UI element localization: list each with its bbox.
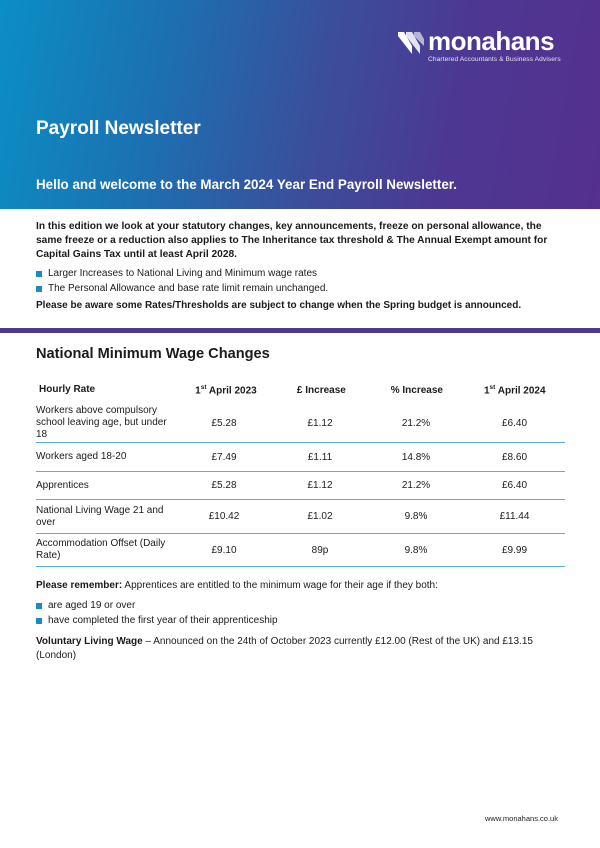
brand-logo	[398, 28, 561, 63]
square-bullet-icon	[36, 603, 42, 609]
list-item: The Personal Allowance and base rate limit remain unchanged.	[36, 281, 328, 296]
website-link[interactable]: www.monahans.co.uk	[485, 814, 558, 823]
wage-table	[36, 376, 565, 567]
header-pound-increase: £ Increase	[296, 384, 346, 396]
square-bullet-icon	[36, 271, 42, 277]
monahans-logo-icon	[398, 30, 424, 56]
remember-bullet-list	[36, 598, 278, 628]
remember-note: Please remember: Apprentices are entitled to the minimum wage for their age if they both:	[36, 580, 438, 591]
table-row: Apprentices £5.28 £1.12 21.2% £6.40	[36, 472, 565, 500]
header-banner	[0, 0, 600, 209]
intro-text: In this edition we look at your statutory changes, key announcements, freeze on personal allowance, the same freeze or a reduction also applies to The Inheritance tax threshold & The Annual Exempt amount for Capital Gains Tax until at least April 2028.	[36, 221, 548, 260]
list-item: have completed the first year of their apprenticeship	[36, 613, 278, 628]
list-item: Larger Increases to National Living and Minimum wage rates	[36, 266, 328, 281]
header-hourly-rate: Hourly Rate	[39, 384, 96, 395]
square-bullet-icon	[36, 618, 42, 624]
table-row: Workers above compulsory school leaving age, but under 18 £5.28 £1.12 21.2% £6.40	[36, 404, 565, 443]
brand-tagline: Chartered Accountants & Business Advisers	[428, 56, 561, 63]
intro-bullet-list	[36, 266, 328, 296]
header-percent-increase: % Increase	[390, 384, 443, 396]
table-row: Workers aged 18-20 £7.49 £1.11 14.8% £8.60	[36, 443, 565, 472]
header-april-2024: 1st April 2024	[483, 383, 546, 397]
welcome-text: Hello and welcome to the March 2024 Year End Payroll Newsletter.	[36, 177, 457, 192]
section-title: National Minimum Wage Changes	[36, 346, 270, 362]
brand-name: monahans	[428, 26, 555, 56]
table-row: National Living Wage 21 and over £10.42 £1.02 9.8% £11.44	[36, 500, 565, 534]
list-item: are aged 19 or over	[36, 598, 278, 613]
page-title: Payroll Newsletter	[36, 118, 201, 139]
budget-notice: Please be aware some Rates/Thresholds are subject to change when the Spring budget is announced.	[36, 300, 522, 311]
table-row: Accommodation Offset (Daily Rate) £9.10 89p 9.8% £9.99	[36, 534, 565, 567]
square-bullet-icon	[36, 286, 42, 292]
header-april-2023: 1st April 2023	[195, 383, 257, 397]
table-header-row	[36, 376, 565, 404]
voluntary-living-wage: Voluntary Living Wage – Announced on the 24th of October 2023 currently £12.00 (Rest of the UK) and £13.15 (London)	[36, 636, 533, 661]
section-divider	[0, 328, 600, 333]
